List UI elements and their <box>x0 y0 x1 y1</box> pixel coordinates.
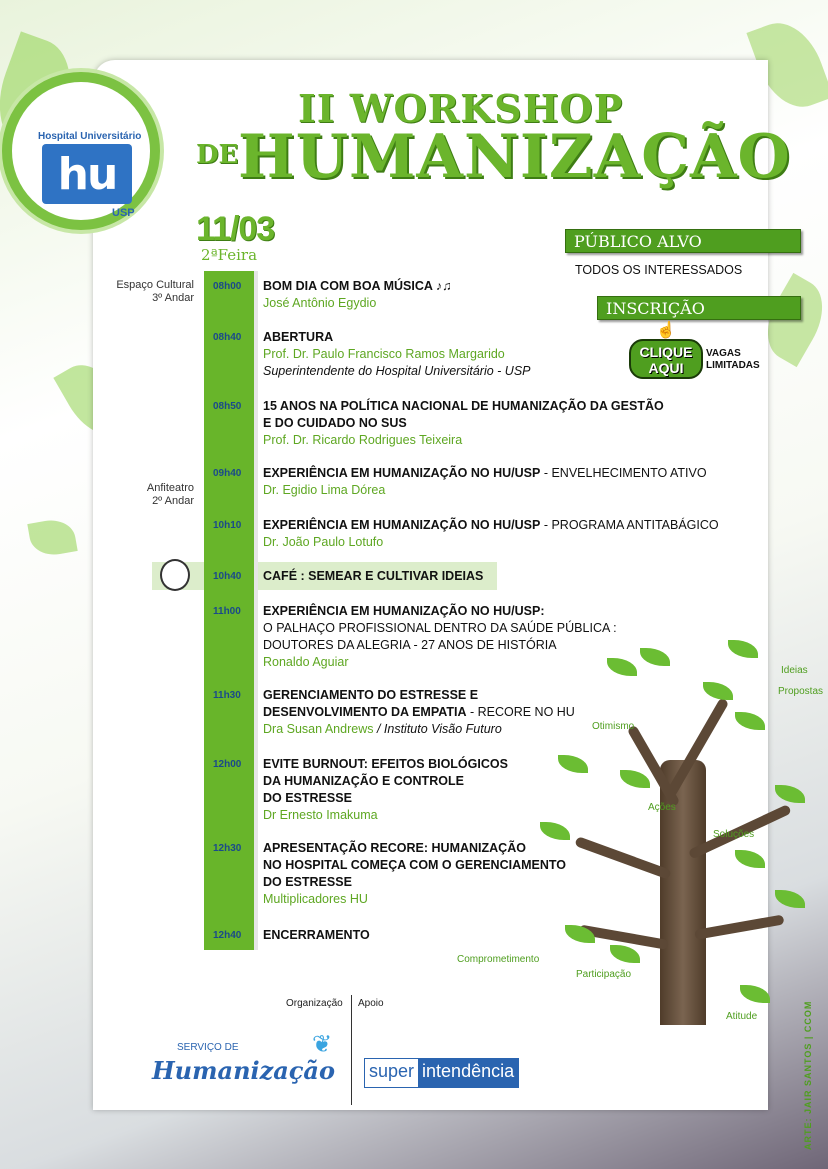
intendencia-text: intendência <box>418 1059 518 1087</box>
item-title: DA HUMANIZAÇÃO E CONTROLE <box>263 774 464 788</box>
schedule-item <box>263 517 763 551</box>
schedule-item <box>263 465 763 499</box>
item-subtitle: - RECORE NO HU <box>466 705 575 719</box>
item-title: GERENCIAMENTO DO ESTRESSE E <box>263 688 479 702</box>
schedule-item <box>263 278 763 312</box>
title-de: DE <box>196 140 239 170</box>
item-title: DO ESTRESSE <box>263 791 352 805</box>
time-slot: 08h00 <box>213 281 242 292</box>
item-title: ABERTURA <box>263 330 334 344</box>
time-slot: 08h50 <box>213 401 242 412</box>
item-speaker: José Antônio Egydio <box>263 296 377 310</box>
item-title: E DO CUIDADO NO SUS <box>263 416 407 430</box>
schedule-item <box>263 687 763 738</box>
location-name: Anfiteatro <box>146 482 194 494</box>
item-subtitle: - ENVELHECIMENTO ATIVO <box>540 466 707 480</box>
tree-leaf <box>775 785 805 803</box>
tree-label: Propostas <box>778 686 824 697</box>
time-slot: 10h40 <box>213 571 242 582</box>
location-floor: 3º Andar <box>152 292 194 304</box>
item-line: O PALHAÇO PROFISSIONAL DENTRO DA SAÚDE PÚBLICA : <box>263 621 617 635</box>
item-speaker: Dr. Egidio Lima Dórea <box>263 483 386 497</box>
item-speaker: Prof. Dr. Ricardo Rodrigues Teixeira <box>263 433 463 447</box>
item-title: EXPERIÊNCIA EM HUMANIZAÇÃO NO HU/USP <box>263 466 541 480</box>
item-title: BOM DIA COM BOA MÚSICA ♪♫ <box>263 279 452 293</box>
item-title: NO HOSPITAL COMEÇA COM O GERENCIAMENTO <box>263 858 567 872</box>
location-espaco-cultural <box>98 279 194 305</box>
art-credit: ARTE: JAIR SANTOS | CCOM <box>803 1000 813 1150</box>
time-slot: 12h00 <box>213 759 242 770</box>
timeline-divider <box>254 271 258 950</box>
footer-divider <box>351 995 352 1105</box>
event-weekday: 2ªFeira <box>201 246 258 264</box>
organizacao-label: Organização <box>286 998 343 1009</box>
item-title: 15 ANOS NA POLÍTICA NACIONAL DE HUMANIZAÇÃO DA GESTÃO <box>263 399 664 413</box>
item-line: DOUTORES DA ALEGRIA - 27 ANOS DE HISTÓRIA <box>263 638 557 652</box>
location-anfiteatro <box>98 482 194 508</box>
item-title: APRESENTAÇÃO RECORE: HUMANIZAÇÃO <box>263 841 526 855</box>
vagas-line2: LIMITADAS <box>706 360 760 371</box>
butterfly-icon: ❦ <box>312 1031 333 1058</box>
time-slot: 10h10 <box>213 520 242 531</box>
tree-leaf <box>775 890 805 908</box>
title-humanizacao: HUMANIZAÇÃO <box>238 122 791 192</box>
vagas-line1: VAGAS <box>706 348 741 359</box>
tree-label: Ideias <box>781 665 808 676</box>
item-title: EXPERIÊNCIA EM HUMANIZAÇÃO NO HU/USP <box>263 518 541 532</box>
background-leaf <box>27 516 77 558</box>
schedule-item <box>263 568 763 585</box>
tree-label: Ações <box>648 802 676 813</box>
item-speaker: Dra Susan Andrews <box>263 722 374 736</box>
hospital-name: Hospital Universitário <box>38 131 142 142</box>
schedule-item <box>263 398 763 449</box>
title-workshop: II WORKSHOP <box>298 86 624 131</box>
schedule-item <box>263 329 763 380</box>
item-speaker: Ronaldo Aguiar <box>263 655 349 669</box>
apoio-label: Apoio <box>358 998 384 1009</box>
hand-cursor-icon: ☝ <box>656 322 676 339</box>
item-speaker: Dr. João Paulo Lotufo <box>263 535 384 549</box>
clique-label: CLIQUE <box>639 344 693 360</box>
item-speaker: Prof. Dr. Paulo Francisco Ramos Margarido <box>263 347 505 361</box>
item-title: CAFÉ : SEMEAR E CULTIVAR IDEIAS <box>263 569 484 583</box>
time-slot: 08h40 <box>213 332 242 343</box>
tree-label: Atitude <box>726 1011 758 1022</box>
usp-label: USP <box>112 207 135 219</box>
tree-label: Participação <box>576 969 632 980</box>
time-slot: 12h40 <box>213 930 242 941</box>
item-title: DESENVOLVIMENTO DA EMPATIA <box>263 705 467 719</box>
hu-logo: hu <box>42 144 132 204</box>
super-text: super <box>365 1059 418 1087</box>
location-floor: 2º Andar <box>152 495 194 507</box>
item-speaker: Dr Ernesto Imakuma <box>263 808 378 822</box>
item-title: ENCERRAMENTO <box>263 928 370 942</box>
schedule-item <box>263 603 763 671</box>
tree-label: Soluções <box>713 829 755 840</box>
item-title: DO ESTRESSE <box>263 875 352 889</box>
item-title: EXPERIÊNCIA EM HUMANIZAÇÃO NO HU/USP: <box>263 604 545 618</box>
publico-alvo-tag: PÚBLICO ALVO <box>565 229 801 253</box>
item-role: Superintendente do Hospital Universitário - USP <box>263 364 531 378</box>
time-slot: 09h40 <box>213 468 242 479</box>
tree-label: Comprometimento <box>457 954 540 965</box>
publico-alvo-value: TODOS OS INTERESSADOS <box>575 263 743 277</box>
humanizacao-logo: Humanização <box>152 1056 335 1085</box>
inscricao-tag: INSCRIÇÃO <box>597 296 801 320</box>
event-date: 11/03 <box>196 210 275 248</box>
time-slot: 11h30 <box>213 690 241 701</box>
item-speaker: Multiplicadores HU <box>263 892 368 906</box>
time-slot: 11h00 <box>213 606 241 617</box>
location-name: Espaço Cultural <box>116 279 194 291</box>
servico-label: SERVIÇO DE <box>177 1042 239 1053</box>
superintendencia-logo <box>364 1058 519 1088</box>
cookie-icon <box>160 559 190 591</box>
time-slot: 12h30 <box>213 843 242 854</box>
item-title: EVITE BURNOUT: EFEITOS BIOLÓGICOS <box>263 757 508 771</box>
aqui-label: AQUI <box>648 360 684 376</box>
item-role: / Instituto Visão Futuro <box>373 722 502 736</box>
tree-label: Otimismo <box>592 721 635 732</box>
item-subtitle: - PROGRAMA ANTITABÁGICO <box>540 518 719 532</box>
